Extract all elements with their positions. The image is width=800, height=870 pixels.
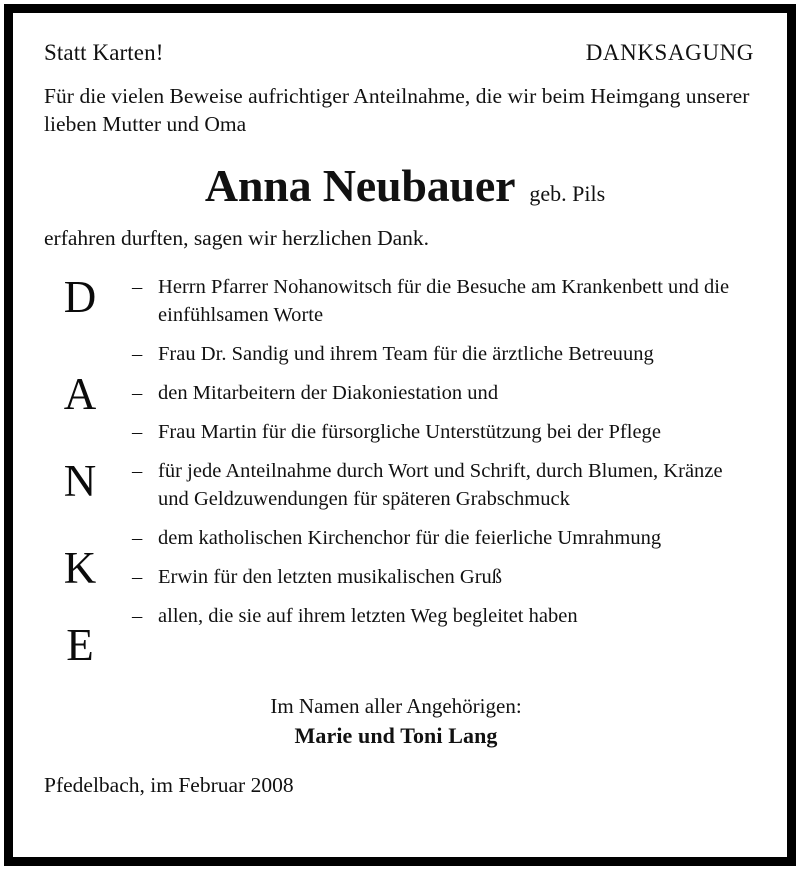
list-item xyxy=(132,418,756,446)
place-and-date: Pfedelbach, im Februar 2008 xyxy=(44,773,294,797)
list-bullet-dash: – xyxy=(132,421,143,443)
acrostic-letter-k: K xyxy=(63,543,97,593)
notice-content xyxy=(13,13,787,857)
list-item xyxy=(132,457,756,513)
list-item-text: allen, die sie auf ihrem letzten Weg begleitet haben xyxy=(158,605,578,627)
list-bullet-dash: – xyxy=(132,527,143,549)
list-bullet-dash: – xyxy=(132,605,143,627)
closing-block xyxy=(44,691,756,751)
signatory-names: Marie und Toni Lang xyxy=(294,723,498,748)
list-bullet-dash: – xyxy=(132,566,143,588)
notice-header xyxy=(44,39,756,69)
closing-intro-line: Im Namen aller Angehörigen: xyxy=(270,694,522,718)
list-bullet-dash: – xyxy=(132,382,143,404)
after-name-line: erfahren durften, sagen wir herzlichen Dank. xyxy=(44,225,430,250)
list-item xyxy=(132,379,756,407)
deceased-name-block xyxy=(44,160,756,212)
danksagung-title: DANKSAGUNG xyxy=(585,40,754,65)
list-item-text: dem katholischen Kirchenchor für die feierliche Umrahmung xyxy=(158,527,662,549)
list-item xyxy=(132,273,756,329)
list-item-text: Erwin für den letzten musikalischen Gruß xyxy=(158,566,503,588)
list-item xyxy=(132,340,756,368)
list-bullet-dash: – xyxy=(132,343,143,365)
list-item-text: für jede Anteilnahme durch Wort und Schrift, durch Blumen, Kränze und Geldzuwendungen für späteren Grabschmuck xyxy=(158,460,723,510)
list-item-text: Frau Dr. Sandig und ihrem Team für die ärztliche Betreuung xyxy=(158,343,654,365)
thanks-list xyxy=(132,273,756,630)
list-item-text: den Mitarbeitern der Diakoniestation und xyxy=(158,382,499,404)
acrostic-letter-n: N xyxy=(63,456,97,506)
deceased-maiden-name: geb. Pils xyxy=(529,180,606,206)
list-item-text: Herrn Pfarrer Nohanowitsch für die Besuche am Krankenbett und die einfühlsamen Worte xyxy=(158,276,730,326)
deceased-name: Anna Neubauer xyxy=(204,159,516,211)
intro-paragraph: Für die vielen Beweise aufrichtiger Anteilnahme, die wir beim Heimgang unserer lieben Mutter und Oma xyxy=(44,84,750,136)
acrostic-letter-d: D xyxy=(63,272,97,322)
list-bullet-dash: – xyxy=(132,460,143,482)
list-bullet-dash: – xyxy=(132,276,143,298)
danke-acrostic-section xyxy=(44,272,756,670)
list-item xyxy=(132,524,756,552)
list-item-text: Frau Martin für die fürsorgliche Unterstützung bei der Pflege xyxy=(158,421,661,443)
list-item xyxy=(132,563,756,591)
acrostic-letter-a: A xyxy=(63,369,97,419)
list-item xyxy=(132,602,756,630)
acrostic-letter-e: E xyxy=(66,620,94,670)
statt-karten-label: Statt Karten! xyxy=(44,40,164,65)
